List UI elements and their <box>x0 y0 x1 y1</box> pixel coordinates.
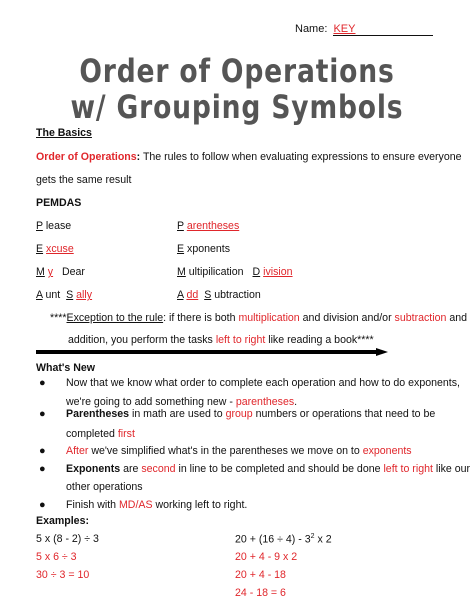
mnemonic-please <box>36 220 71 232</box>
op-letter: E <box>177 243 185 255</box>
whats-new-item-3 <box>66 445 412 457</box>
item-text: Finish with <box>66 499 119 511</box>
op-letter-2: S <box>204 289 212 301</box>
item-text: in line to be completed and should be done <box>175 463 384 475</box>
example-2-expression-tail: x 2 <box>314 533 332 546</box>
exception-lead: Exception to the rule <box>66 312 164 324</box>
item-text: numbers or operations that need to be <box>252 408 436 420</box>
op-rest: ultipilication <box>188 266 244 278</box>
op-letter: P <box>177 220 184 232</box>
op-add-subtraction <box>177 289 261 301</box>
op-rest: dd <box>186 289 199 301</box>
exception-text: and <box>446 312 467 324</box>
item-text: working left to right. <box>152 499 248 511</box>
mnemonic-letter: P <box>36 220 43 232</box>
example-1-step-1: 5 x (8 - 2) ÷ 3 <box>36 533 99 545</box>
whats-new-item-2-line-2 <box>66 428 135 440</box>
whats-new-item-1-line-2 <box>66 396 297 408</box>
exception-red: left to right <box>215 334 266 346</box>
op-letter: A <box>177 289 184 301</box>
mnemonic-rest: unt <box>45 289 61 301</box>
item-red: first <box>117 428 135 440</box>
whats-new-item-4-line-2: other operations <box>66 481 143 493</box>
exception-line-2 <box>68 334 374 346</box>
bullet-icon: ● <box>39 499 46 511</box>
op-rest-2: ubtraction <box>214 289 261 301</box>
definition-line-2: gets the same result <box>36 174 132 186</box>
name-line <box>295 23 433 36</box>
page-title-line-1: Order of Operations <box>79 52 395 90</box>
name-label: Name: <box>295 23 328 35</box>
exception-text: and division and/or <box>299 312 395 324</box>
mnemonic-my <box>36 266 53 278</box>
item-red: left to right <box>383 463 433 475</box>
bullet-icon: ● <box>39 463 46 475</box>
mnemonic-rest: xcuse <box>46 243 74 255</box>
exponent: 2 <box>310 533 315 540</box>
mnemonic-letter: A <box>36 289 43 301</box>
example-2-step-4: 24 - 18 = 6 <box>235 587 286 599</box>
example-2-step-1 <box>235 533 332 546</box>
item-text: we're going to add something new - <box>66 396 236 408</box>
pemdas-heading: PEMDAS <box>36 197 82 209</box>
item-text: in math are used to <box>129 408 226 420</box>
bullet-icon: ● <box>39 377 46 389</box>
whats-new-item-2-line-1 <box>66 408 435 420</box>
exception-text: like reading a book**** <box>265 334 374 346</box>
item-text: like our <box>432 463 471 475</box>
item-red: MD/AS <box>118 499 153 511</box>
mnemonic-rest: y <box>47 266 54 278</box>
section-heading-whats-new: What's New <box>36 362 96 374</box>
item-bold: Exponents <box>66 463 121 475</box>
exception-text: addition, you perform the tasks <box>68 334 216 346</box>
exception-text: : if there is both <box>163 312 239 324</box>
definition-colon: : <box>136 151 141 163</box>
arrow-divider <box>36 348 388 356</box>
definition-text-1: The rules to follow when evaluating expressions to ensure everyone <box>140 151 462 163</box>
item-bold: Parentheses <box>66 408 130 420</box>
whats-new-item-5 <box>66 499 247 511</box>
op-letter: M <box>177 266 186 278</box>
item-red: second <box>141 463 176 475</box>
example-2-step-3: 20 + 4 - 18 <box>235 569 286 581</box>
op-exponents <box>177 243 230 255</box>
bullet-icon: ● <box>39 445 46 457</box>
exception-line-1 <box>50 312 467 324</box>
item-red: group <box>225 408 253 420</box>
item-red: exponents <box>362 445 412 457</box>
mnemonic-letter: E <box>36 243 44 255</box>
op-rest: xponents <box>187 243 231 255</box>
example-2-expression: 20 + (16 ÷ 4) - 3 <box>235 533 311 546</box>
exception-stars: **** <box>50 312 67 324</box>
page-title-line-2: w/ Grouping Symbols <box>70 88 404 126</box>
mnemonic-excuse <box>36 243 74 255</box>
exception-red: multiplication <box>238 312 300 324</box>
example-2-step-2: 20 + 4 - 9 x 2 <box>235 551 298 563</box>
op-rest: arentheses <box>186 220 240 232</box>
definition-line-1 <box>36 151 462 163</box>
item-text: we've simplified what's in the parentheses we move on to <box>88 445 363 457</box>
op-parentheses <box>177 220 239 232</box>
name-field[interactable] <box>333 23 433 36</box>
section-heading-examples: Examples: <box>36 515 89 527</box>
mnemonic-rest-2: ally <box>76 289 93 301</box>
op-multiplication-division <box>177 266 293 278</box>
mnemonic-rest: lease <box>45 220 72 232</box>
mnemonic-letter: M <box>36 266 45 278</box>
mnemonic-letter-2: S <box>66 289 74 301</box>
example-1-step-3: 30 ÷ 3 = 10 <box>36 569 90 581</box>
item-red: parentheses <box>235 396 295 408</box>
bullet-icon: ● <box>39 408 46 420</box>
whats-new-item-4-line-1 <box>66 463 470 475</box>
item-text: are <box>120 463 142 475</box>
definition-term: Order of Operations <box>36 151 137 163</box>
mnemonic-dear: Dear <box>62 266 85 278</box>
item-red: After <box>66 445 89 457</box>
name-value: KEY <box>333 23 356 35</box>
op-letter-2: D <box>252 266 261 278</box>
op-rest-2: ivision <box>263 266 293 278</box>
item-text: . <box>294 396 298 408</box>
mnemonic-aunt-sally <box>36 289 92 301</box>
item-text: completed <box>66 428 118 440</box>
whats-new-item-1-line-1: Now that we know what order to complete each operation and how to do exponents, <box>66 377 460 389</box>
example-1-step-2: 5 x 6 ÷ 3 <box>36 551 77 563</box>
section-heading-basics: The Basics <box>36 127 92 139</box>
exception-red: subtraction <box>394 312 447 324</box>
